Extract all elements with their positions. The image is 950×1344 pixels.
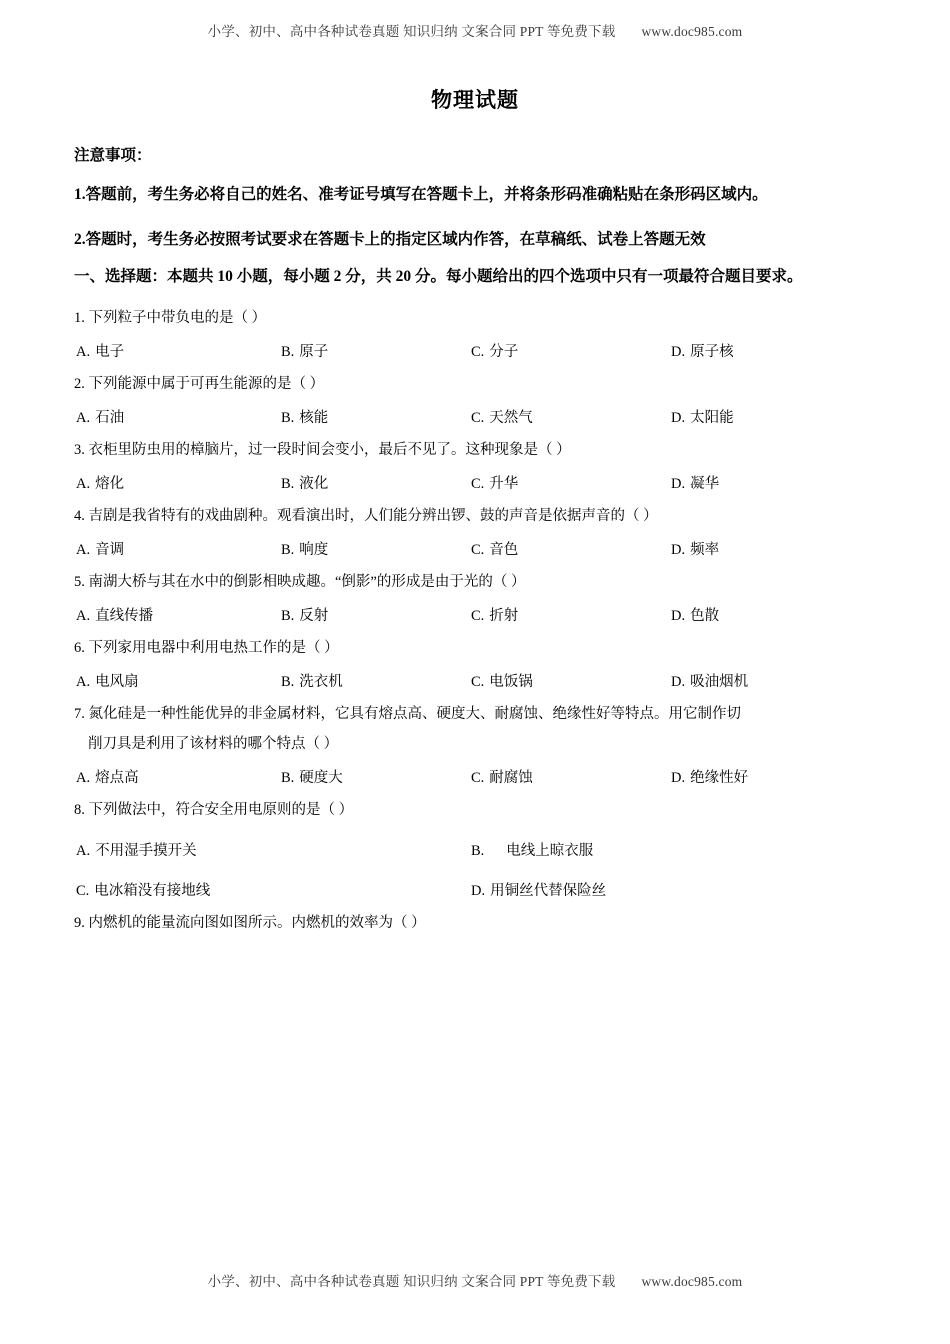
question-text bbox=[74, 308, 876, 329]
question-body: 下列做法中，符合安全用电原则的是（ ） bbox=[88, 801, 354, 818]
option-b[interactable] bbox=[471, 841, 866, 862]
option-text: 音调 bbox=[95, 541, 125, 558]
option-label: B. bbox=[471, 842, 485, 859]
option-row bbox=[74, 540, 876, 561]
question-text bbox=[74, 638, 876, 659]
option-a[interactable] bbox=[74, 474, 281, 495]
option-text: 天然气 bbox=[489, 409, 533, 426]
question-block bbox=[74, 308, 876, 363]
watermark-text: 小学、初中、高中各种试卷真题 知识归纳 文案合同 PPT 等免费下载 bbox=[207, 24, 616, 39]
option-text: 电风扇 bbox=[95, 673, 139, 690]
option-label: C. bbox=[471, 475, 485, 492]
question-number: 1. bbox=[74, 309, 85, 326]
question-number: 9. bbox=[74, 914, 85, 931]
option-text: 洗衣机 bbox=[299, 673, 343, 690]
option-label: C. bbox=[471, 769, 485, 786]
option-a[interactable] bbox=[74, 841, 471, 862]
document-body bbox=[74, 88, 876, 934]
option-text: 液化 bbox=[299, 475, 329, 492]
option-label: A. bbox=[76, 842, 91, 859]
option-text: 核能 bbox=[299, 409, 329, 426]
question-block bbox=[74, 913, 876, 934]
option-row bbox=[74, 606, 876, 627]
option-text: 原子核 bbox=[690, 343, 734, 360]
option-text: 绝缘性好 bbox=[690, 769, 749, 786]
option-text: 升华 bbox=[489, 475, 519, 492]
option-c[interactable] bbox=[471, 606, 671, 627]
option-label: D. bbox=[671, 607, 686, 624]
question-number: 5. bbox=[74, 573, 85, 590]
option-c[interactable] bbox=[471, 672, 671, 693]
question-block bbox=[74, 572, 876, 627]
option-label: A. bbox=[76, 673, 91, 690]
question-body: 下列能源中属于可再生能源的是（ ） bbox=[88, 375, 325, 392]
question-block bbox=[74, 440, 876, 495]
page-title: 物理试题 bbox=[431, 88, 519, 112]
option-label: C. bbox=[76, 882, 90, 899]
option-d[interactable] bbox=[671, 606, 871, 627]
option-label: B. bbox=[281, 475, 295, 492]
option-text: 电冰箱没有接地线 bbox=[94, 882, 211, 899]
option-text: 硬度大 bbox=[299, 769, 343, 786]
question-body: 内燃机的能量流向图如图所示。内燃机的效率为（ ） bbox=[88, 914, 426, 931]
option-b[interactable] bbox=[281, 474, 471, 495]
option-label: C. bbox=[471, 541, 485, 558]
option-d[interactable] bbox=[671, 474, 871, 495]
option-label: D. bbox=[671, 673, 686, 690]
option-label: A. bbox=[76, 475, 91, 492]
option-a[interactable] bbox=[74, 768, 281, 789]
question-number: 4. bbox=[74, 507, 85, 524]
option-row bbox=[74, 342, 876, 363]
option-b[interactable] bbox=[281, 540, 471, 561]
watermark-text: 小学、初中、高中各种试卷真题 知识归纳 文案合同 PPT 等免费下载 bbox=[207, 1274, 616, 1289]
option-c[interactable] bbox=[74, 881, 471, 902]
option-label: C. bbox=[471, 673, 485, 690]
option-a[interactable] bbox=[74, 408, 281, 429]
question-text bbox=[74, 374, 876, 395]
option-c[interactable] bbox=[471, 342, 671, 363]
option-label: D. bbox=[671, 343, 686, 360]
option-text: 电饭锅 bbox=[489, 673, 533, 690]
option-c[interactable] bbox=[471, 474, 671, 495]
option-text: 用铜丝代替保险丝 bbox=[490, 882, 607, 899]
question-number: 8. bbox=[74, 801, 85, 818]
option-row bbox=[74, 841, 876, 862]
option-text: 分子 bbox=[489, 343, 519, 360]
option-label: A. bbox=[76, 343, 91, 360]
option-label: A. bbox=[76, 409, 91, 426]
option-a[interactable] bbox=[74, 672, 281, 693]
option-label: B. bbox=[281, 541, 295, 558]
option-text: 电线上晾衣服 bbox=[506, 842, 594, 859]
option-label: B. bbox=[281, 769, 295, 786]
option-label: A. bbox=[76, 541, 91, 558]
option-row bbox=[74, 408, 876, 429]
question-block bbox=[74, 800, 876, 902]
notice-item: 2.答题时，考生务必按照考试要求在答题卡上的指定区域内作答，在草稿纸、试卷上答题无效 bbox=[74, 231, 706, 249]
option-row bbox=[74, 768, 876, 789]
option-label: D. bbox=[671, 769, 686, 786]
question-text bbox=[74, 800, 876, 821]
option-label: D. bbox=[671, 541, 686, 558]
option-d[interactable] bbox=[671, 768, 871, 789]
option-a[interactable] bbox=[74, 540, 281, 561]
question-text bbox=[74, 913, 876, 934]
question-number: 6. bbox=[74, 639, 85, 656]
question-number: 3. bbox=[74, 441, 85, 458]
question-block bbox=[74, 374, 876, 429]
option-text: 频率 bbox=[690, 541, 720, 558]
option-row bbox=[74, 474, 876, 495]
option-label: C. bbox=[471, 343, 485, 360]
option-text: 吸油烟机 bbox=[690, 673, 749, 690]
option-row bbox=[74, 672, 876, 693]
option-label: C. bbox=[471, 607, 485, 624]
question-body: 氮化硅是一种性能优异的非金属材料，它具有熔点高、硬度大、耐腐蚀、绝缘性好等特点。用它制作切 bbox=[88, 705, 741, 722]
option-text: 石油 bbox=[95, 409, 125, 426]
question-text bbox=[74, 440, 876, 461]
option-d[interactable] bbox=[471, 881, 866, 902]
question-number: 2. bbox=[74, 375, 85, 392]
option-text: 音色 bbox=[489, 541, 519, 558]
option-b[interactable] bbox=[281, 606, 471, 627]
option-label: C. bbox=[471, 409, 485, 426]
question-text-continuation: 削刀具是利用了该材料的哪个特点（ ） bbox=[88, 735, 339, 752]
option-d[interactable] bbox=[671, 540, 871, 561]
option-a[interactable] bbox=[74, 606, 281, 627]
option-label: D. bbox=[671, 409, 686, 426]
option-label: D. bbox=[671, 475, 686, 492]
question-number: 7. bbox=[74, 705, 85, 722]
watermark-url: www.doc985.com bbox=[641, 24, 743, 39]
option-label: A. bbox=[76, 607, 91, 624]
option-d[interactable] bbox=[671, 408, 871, 429]
question-body: 下列粒子中带负电的是（ ） bbox=[88, 309, 267, 326]
option-b[interactable] bbox=[281, 408, 471, 429]
notice-item: 1.答题前，考生务必将自己的姓名、准考证号填写在答题卡上，并将条形码准确粘贴在条形码区域内。 bbox=[74, 185, 768, 203]
option-c[interactable] bbox=[471, 540, 671, 561]
option-text: 色散 bbox=[690, 607, 720, 624]
watermark-url: www.doc985.com bbox=[641, 1274, 743, 1289]
option-text: 熔点高 bbox=[95, 769, 139, 786]
option-label: B. bbox=[281, 409, 295, 426]
option-c[interactable] bbox=[471, 408, 671, 429]
option-text: 折射 bbox=[489, 607, 519, 624]
question-block bbox=[74, 704, 876, 789]
option-text: 凝华 bbox=[690, 475, 720, 492]
option-text: 原子 bbox=[299, 343, 329, 360]
question-body: 衣柜里防虫用的樟脑片，过一段时间会变小，最后不见了。这种现象是（ ） bbox=[88, 441, 571, 458]
section-heading-choice: 一、选择题：本题共 10 小题，每小题 2 分，共 20 分。每小题给出的四个选项中只有一项最符合题目要求。 bbox=[74, 268, 803, 286]
option-b[interactable] bbox=[281, 768, 471, 789]
option-text: 太阳能 bbox=[690, 409, 734, 426]
question-block bbox=[74, 506, 876, 561]
question-text bbox=[74, 704, 876, 725]
option-label: B. bbox=[281, 343, 295, 360]
option-label: D. bbox=[471, 882, 486, 899]
notice-heading: 注意事项： bbox=[74, 147, 152, 165]
question-block bbox=[74, 638, 876, 693]
option-text: 不用湿手摸开关 bbox=[95, 842, 197, 859]
page-header-watermark bbox=[0, 20, 950, 40]
option-b[interactable] bbox=[281, 672, 471, 693]
page-footer-watermark bbox=[0, 1270, 950, 1290]
option-text: 响度 bbox=[299, 541, 329, 558]
notice-section bbox=[74, 147, 876, 255]
option-d[interactable] bbox=[671, 342, 871, 363]
option-text: 耐腐蚀 bbox=[489, 769, 533, 786]
option-row bbox=[74, 881, 876, 902]
option-text: 电子 bbox=[95, 343, 125, 360]
question-text bbox=[74, 572, 876, 593]
option-label: B. bbox=[281, 607, 295, 624]
option-text: 熔化 bbox=[95, 475, 125, 492]
option-label: B. bbox=[281, 673, 295, 690]
option-text: 直线传播 bbox=[95, 607, 154, 624]
question-text bbox=[74, 506, 876, 527]
question-body: 吉剧是我省特有的戏曲剧种。观看演出时，人们能分辨出锣、鼓的声音是依据声音的（ ） bbox=[88, 507, 658, 524]
question-body: 下列家用电器中利用电热工作的是（ ） bbox=[88, 639, 339, 656]
option-b[interactable] bbox=[281, 342, 471, 363]
option-text: 反射 bbox=[299, 607, 329, 624]
option-label: A. bbox=[76, 769, 91, 786]
option-a[interactable] bbox=[74, 342, 281, 363]
option-d[interactable] bbox=[671, 672, 871, 693]
option-c[interactable] bbox=[471, 768, 671, 789]
question-body: 南湖大桥与其在水中的倒影相映成趣。“倒影”的形成是由于光的（ ） bbox=[88, 573, 526, 590]
